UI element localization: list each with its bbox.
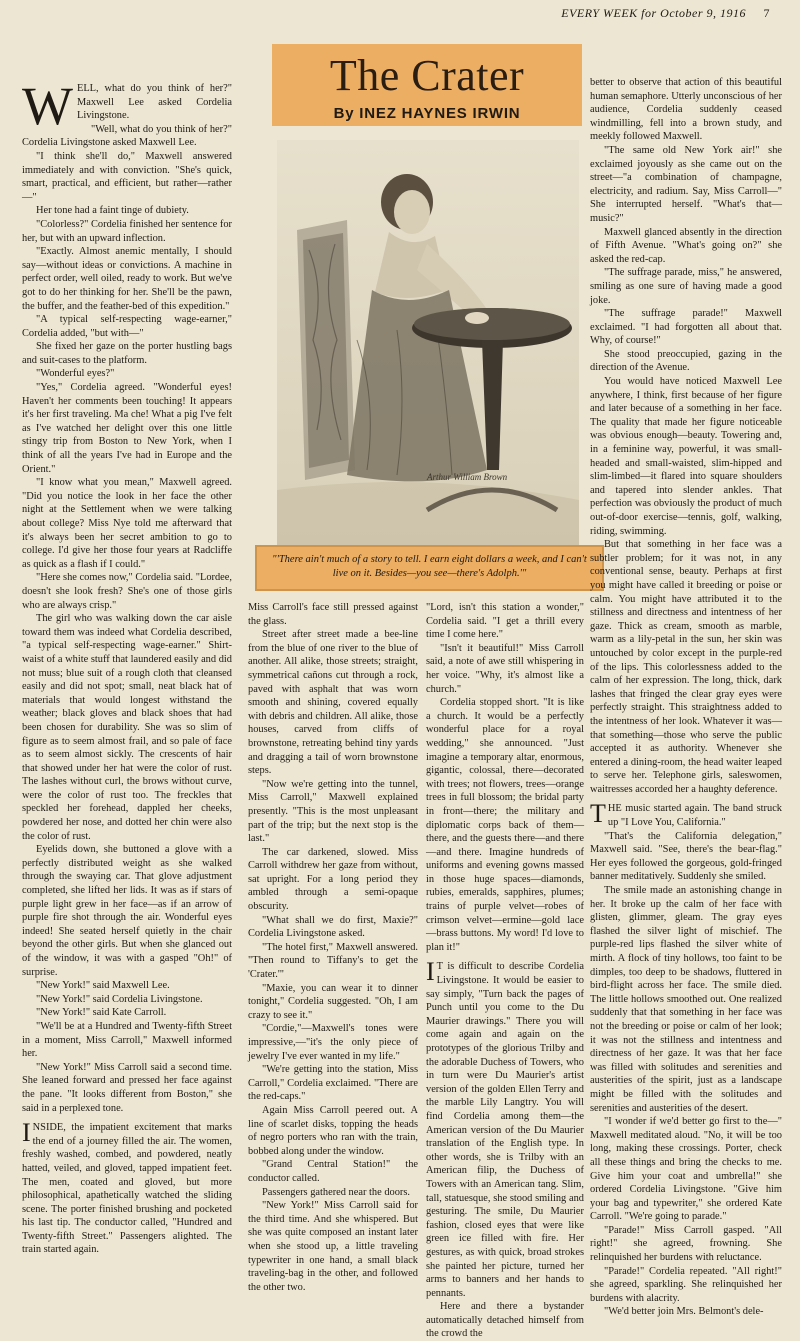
paragraph: "Colorless?" Cordelia finished her sentence for her, but with an upward inflection. <box>22 218 232 244</box>
paragraph: "The hotel first," Maxwell answered. "Then round to Tiffany's to get the 'Crater.'" <box>248 941 418 981</box>
paragraph: She fixed her gaze on the porter hustling bags and suit-cases to the platform. <box>22 341 232 366</box>
paragraph: "New York!" Miss Carroll said for the third time. And she whispered. But she was quite composed an instant later when she stood up, a little traveling typewriter in one hand, a small black traveling-bag in the other, and followed the other two. <box>248 1200 418 1293</box>
caption-box <box>255 545 604 591</box>
paragraph: "New York!" Miss Carroll said a second time. She leaned forward and pressed her face against the pane. "It looks different from Boston," she said in a perplexed tone. <box>22 1061 232 1114</box>
paragraph: "Well, what do you think of her?" Cordelia Livingstone asked Maxwell Lee. <box>22 123 232 149</box>
paragraph: "I wonder if we'd better go first to the—" Maxwell meditated aloud. "No, it will be too long, making these crossings. Porter, check all these things and bring the checks to me. Give him your coat and umbrella!" she ordered Cordelia Livingstone. "Give him your bag and typewriter," she ordered Kate Carroll. "We're going to parade." <box>590 1116 782 1223</box>
paragraph: Eyelids down, she buttoned a glove with a perfectly distributed weight as she walked through the swaying car. That glove adjustment completed, she lifted her lids. It was as if stars of purple light grew in her face—as if an arrow of purple fire shot through the air. Wonderful eyes indeed! She seated herself quietly in the chair beyond the other girls. But when she glanced out of the window, it was with a gasped "Oh!" of surprise. <box>22 844 232 978</box>
story-title: The Crater <box>329 51 525 100</box>
running-title: EVERY WEEK for October 9, 1916 <box>561 6 746 20</box>
paragraph: Cordelia stopped short. "It is like a church. It would be a perfectly wonderful place for a royal wedding," she announced. "Just imagine a temporary altar, enormous, gigantic, colossal, there—decorated with trees; not flowers, trees—orange trees in full blossom; the bridal party in front—there; the military and diplomatic corps back of them—there, and the guests there—and there—and there. Imagine hundreds of uniforms and evening gowns massed in those huge spaces—diamonds, rubies, emeralds, sapphires, plumes; trains of purple velvet—robes of crimson velvet—ermine—gold lace—brass buttons. My word! I'd love to plan it!" <box>426 697 584 953</box>
paragraph: She stood preoccupied, gazing in the direction of the Avenue. <box>590 348 782 374</box>
paragraph: "Isn't it beautiful!" Miss Carroll said, a note of awe still whispering in her voice. "Why, it's almost like a church." <box>426 642 584 695</box>
paragraph: Street after street made a bee-line from the blue of one river to the blue of another. All alike, those streets; straight, symmetrical cañons cut through a rock, paved with asphalt that was worn smooth and shining, covered equally with debris and children. All alike, those houses, carved from cliffs of brownstone, retreating behind tiny yards and dragging a tail of worn brownstone steps. <box>248 629 418 777</box>
paragraph: "New York!" said Maxwell Lee. <box>36 980 170 992</box>
paragraph: You would have noticed Maxwell Lee anywhere, I think, first because of her figure and later because of a something in her face. The quality that made her figure noticeable was obvious enough—beauty. Towering and, in a feminine way, powerful, it was small-headed and small-waisted, slim-hipped and slim-limbed—it flared into square shoulders and tapered into slender ankles. That perfection was obviously the product of much out-of-door exercise—tennis, golf, walking, riding, swimming. <box>590 376 782 537</box>
paragraph: "The same old New York air!" she exclaimed joyously as she came out on the street—"a combination of champagne, electricity, and radium. Say, Miss Carroll—" She interrupted herself. "What's that—music?" <box>590 144 782 224</box>
artist-signature: Arthur William Brown <box>427 472 508 482</box>
drop-cap-W: W <box>22 76 73 136</box>
paragraph: Passengers gathered near the doors. <box>262 1186 411 1198</box>
drop-cap-I: I <box>22 1118 31 1148</box>
paragraph: "A typical self-respecting wage-earner," Cordelia added, "but with—" <box>22 314 232 339</box>
paragraph: Again Miss Carroll peered out. A line of scarlet disks, topping the heads of negro porters who ran with the train, bobbed along under the window. <box>248 1104 418 1157</box>
paragraph: "Cordie,"—Maxwell's tones were impressive,—"it's the only piece of jewelry I've ever wanted in my life." <box>248 1023 418 1062</box>
column-3 <box>426 601 584 1341</box>
paragraph: The girl who was walking down the car aisle toward them was indeed what Cordelia described, "a typical self-respecting wage-earner." Shirt-waist of a white stuff that laundered easily and did not muss; blue suit of a rough cloth that cleansed easily and did not spot; small, neat black hat of materials that would longest withstand the weather; black gloves and black shoes that had been chosen for durability. She was so slim of figure as to seem almost frail, and so pale of face as to seem almost sickly. The crescents of hair that showed under her hat were the color of rust. The lashes without curl, the brows without curve, were the color of rust too. The freckles that speckled her forehead, dappled her cheeks, powdered her nose, and dotted her chin were also the color of rust. <box>22 613 232 842</box>
paragraph: "The suffrage parade, miss," he answered, smiling as one sure of having made a good joke. <box>590 267 782 306</box>
paragraph: The smile made an astonishing change in her. It broke up the calm of her face with glisten, glimmer, gleam. The gray eyes flashed the silver light of mischief. The purple-red lips flashed the silver white of mirth. A flock of tiny hollows, too faint to be dimples, too deep to be shadows, fluttered in bird-flight across her face. The smile died. The little hollows smoothed out. One realized suddenly that that something in her face was not the breeding or poise or calm of her look; it was not the stillness and intentness and directness of her gaze. It was that her face was filled with solitudes and serenities and austerities of the spirit, just as a landscape might be filled with the solitudes and serenities and austerities of the desert. <box>590 885 782 1114</box>
illustration-caption: "'There ain't much of a story to tell. I earn eight dollars a week, and I can't live on it. Besides—you see—there's Adolph.'" <box>272 554 587 579</box>
paragraph: "Lord, isn't this station a wonder," Cordelia said. "I get a thrill every time I come here." <box>426 602 584 641</box>
paragraph: THE music started again. The band struck up "I Love You, California." <box>590 799 782 829</box>
drop-cap-I: I <box>426 957 435 987</box>
paragraph: "Grand Central Station!" the conductor called. <box>248 1159 418 1184</box>
paragraph: ELL, what do you think of her?" Maxwell Lee asked Cordelia Livingstone. <box>76 83 232 122</box>
paragraph: "Parade!" Miss Carroll gasped. "All right!" she agreed, frowning. She relinquished her burdens with reluctance. <box>590 1224 782 1264</box>
column-1 <box>22 76 232 1257</box>
paragraph: "We'd better join Mrs. Belmont's dele- <box>604 1306 764 1318</box>
paragraph: "We're getting into the station, Miss Carroll," Cordelia exclaimed. "There are the red-caps." <box>248 1064 418 1103</box>
paragraph: INSIDE, the impatient excitement that marks the end of a journey filled the air. The women, freshly washed, combed, and powdered, neatly hatted, veiled, and gloved, tapped impatient feet. The men, coated and gloved, but more philosophical, apathetically watched the sliding scene. The porter finished brushing and pocketed his last tip. The conductor called, "Hundred and Twenty-fifth Street." Passengers alighted. The train started again. <box>22 1118 232 1256</box>
paragraph: "I know what you mean," Maxwell agreed. "Did you notice the look in her face the other night at the Settlement when we were talking about college? Miss Nye told me afterward that it's always been her secret ambition to go to college. I'd give her those four years at Radcliffe as quick as a flash if I could." <box>22 477 232 570</box>
paragraph: "That's the California delegation," Maxwell said. "See, there's the bear-flag." Her eyes followed the gorgeous, gold-fringed banner meditatively. Suddenly she smiled. <box>590 830 782 883</box>
paragraph: I T is difficult to describe Cordelia Livingstone. It would be easier to say simply, "Turn back the pages of Punch until you come to the Du Maurier drawings." There you will come again and again on the prototypes of the glorious Trilby and the adorable Duchess of Towers, who in turn were Du Maurier's artist version of the golden Ellen Terry and the marble Lily Langtry. You will find Cordelia among them—the American version of the Du Maurier translation of the English type. In other words, she is Trilby with an American filip, the Duchess of Towers with an American tang. Slim, tall, statuesque, she stood smiling and gesturing. The smile, Du Maurier fashion, closed eyes that were like green ice filled with fire. Her gestures, as with quick, broad strokes she painted her picture, turned her arms to banners and her hands to pennants. <box>426 957 584 1299</box>
paragraph: "Exactly. Almost anemic mentally, I should say—without ideas or convictions. A machine in perfect order, well oiled, ready to work. But we've got to do her thinking for her. She'll be the pawn, the buffer, and the feather-bed of this expedition." <box>22 246 232 312</box>
drop-cap-T: T <box>590 799 606 829</box>
paragraph: Here and there a bystander automatically detached himself from the crowd the <box>426 1301 584 1340</box>
paragraph: The car darkened, slowed. Miss Carroll withdrew her gaze from without, sat upright. For a long period they ambled through a semi-opaque obscurity. <box>248 846 418 913</box>
illustration <box>277 140 579 550</box>
column-4 <box>590 76 782 1319</box>
paragraph: "Wonderful eyes?" <box>36 368 115 380</box>
paragraph: But that something in her face was a subtler problem; for it was not, in any conventional sense, beauty. Perhaps at first you might have called it breeding or poise or calm. You might have attributed it to the stillness and directness and intentness of her gaze. Thick as cream, smooth as marble, warm as a lily-petal in the sun, her skin was untouched by color except in the purple-red of the lips. This colorlessness added to the calm of her expression. The long, thick, dark lashes that fringed the clear gray eyes were perfectly straight. This straightness added to the intentness of her look. Whatever it was—that something—those who serve the public accepted it as authority. Whenever she entered a dining-room, the head waiter leaped to serve her. Telephone girls, saleswomen, waitresses accorded her a haughty deference. <box>590 539 782 795</box>
paragraph: "The suffrage parade!" Maxwell exclaimed. "I had forgotten all about that. Why, of course!" <box>590 308 782 347</box>
paragraph: better to observe that action of this beautiful human semaphore. Utterly unconscious of her audience, Cordelia suddenly ceased windmilling, fell into a brown study, and meekly followed Maxwell. <box>590 77 782 143</box>
paragraph: "Now we're getting into the tunnel, Miss Carroll," Maxwell explained presently. "This is the most unpleasant part of the trip; but the next stop is the last." <box>248 778 418 845</box>
page-number: 7 <box>763 6 770 20</box>
byline: By INEZ HAYNES IRWIN <box>333 105 521 122</box>
paragraph: Miss Carroll's face still pressed against the glass. <box>248 602 418 627</box>
paragraph: Maxwell glanced absently in the direction of Fifth Avenue. "What's going on?" she asked the red-cap. <box>590 226 782 265</box>
paragraph: Her tone had a faint tinge of dubiety. <box>36 205 189 217</box>
paragraph: "New York!" said Kate Carroll. <box>36 1007 167 1019</box>
title-box <box>272 44 582 126</box>
paragraph: "Here she comes now," Cordelia said. "Lordee, doesn't she look fresh? She's one of those girls who are always crisp." <box>22 572 232 611</box>
paragraph: "Yes," Cordelia agreed. "Wonderful eyes! Haven't her comments been touching! It appears it's her first traveling. Ma che! What a pig I've felt as I've watched her delight over this one little stingy trip from Boston to New York, when I think of all the years I've had in Europe and the Orient." <box>22 382 232 475</box>
paragraph: "New York!" said Cordelia Livingstone. <box>36 993 203 1005</box>
running-header <box>561 6 770 21</box>
paragraph: "Maxie, you can wear it to dinner tonight," Cordelia suggested. "Oh, I am crazy to see it." <box>248 982 418 1021</box>
woman-at-table-illustration <box>277 140 579 550</box>
paragraph: "We'll be at a Hundred and Twenty-fifth Street in a moment, Miss Carroll," Maxwell informed her. <box>22 1020 232 1060</box>
paragraph: "Parade!" Cordelia repeated. "All right!" she agreed, sparkling. She relinquished her burdens with alacrity. <box>590 1265 782 1304</box>
paragraph: "I think she'll do," Maxwell answered immediately and with conviction. "She's quick, smart, practical, and efficient, but rather—rather—" <box>22 150 232 203</box>
column-2 <box>248 601 418 1294</box>
paragraph: "What shall we do first, Maxie?" Cordelia Livingstone asked. <box>248 914 418 940</box>
